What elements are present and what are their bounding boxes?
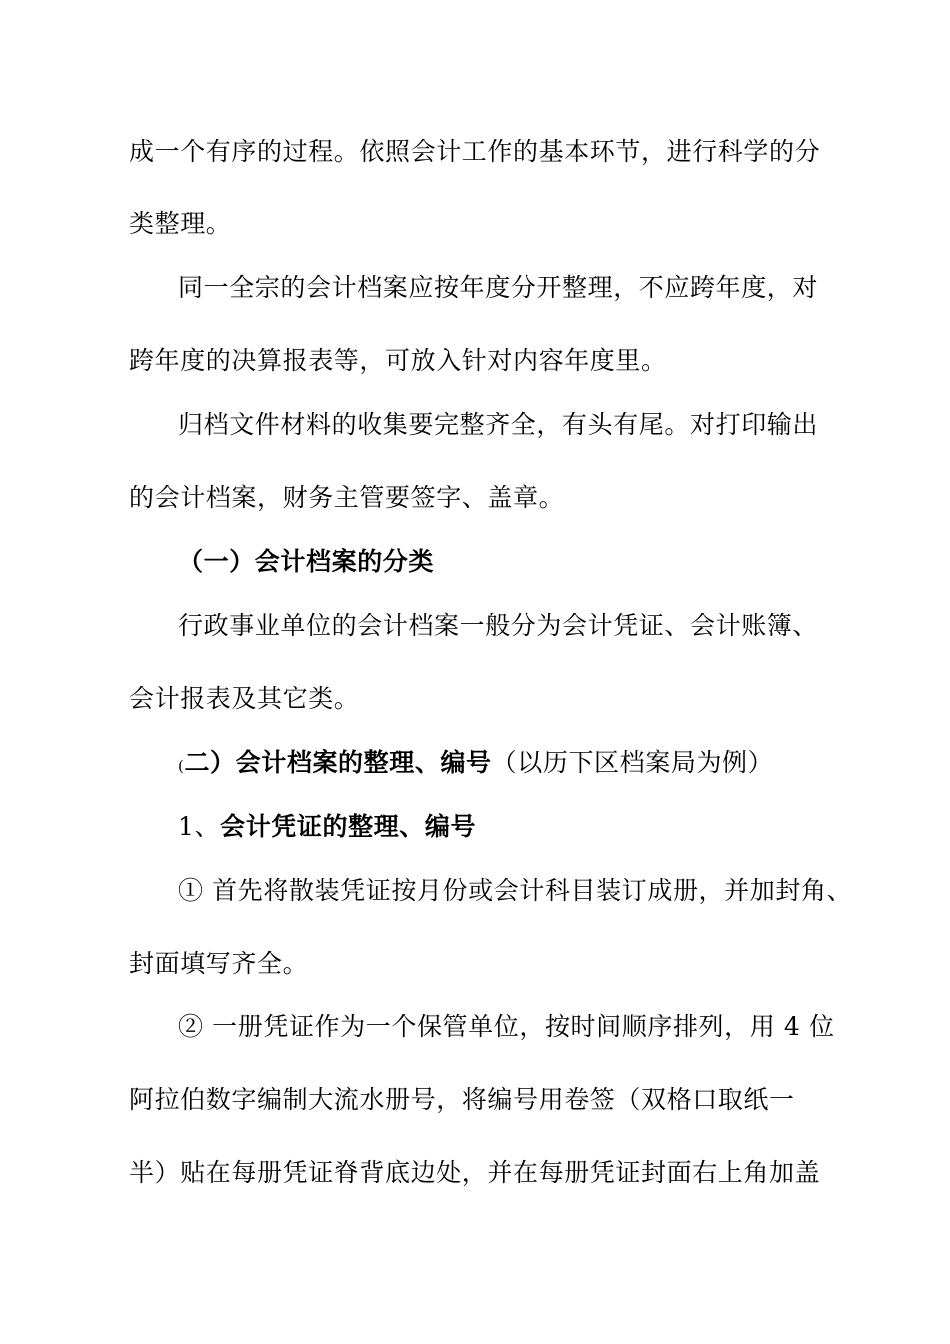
paragraph-line: 成一个有序的过程。依照会计工作的基本环节，进行科学的分: [129, 137, 821, 166]
paragraph-line: 的会计档案，财务主管要签字、盖章。: [129, 483, 565, 512]
paragraph-line: 半）贴在每册凭证脊背底边处，并在每册凭证封面右上角加盖: [129, 1158, 821, 1187]
paragraph-line: 封面填写齐全。: [129, 949, 309, 978]
paragraph-line: 类整理。: [129, 209, 232, 238]
section-heading-2: [178, 748, 773, 781]
paragraph-line: 归档文件材料的收集要完整齐全，有头有尾。对打印输出: [178, 410, 819, 439]
subsection-number: 1、: [178, 812, 221, 841]
paragraph-line: 同一全宗的会计档案应按年度分开整理，不应跨年度，对: [178, 273, 819, 302]
subsection-title: 会计凭证的整理、编号: [220, 812, 477, 841]
paragraph-line: 会计报表及其它类。: [129, 684, 360, 713]
section-heading-1: （一）会计档案的分类: [178, 547, 435, 576]
paragraph-line: 跨年度的决算报表等，可放入针对内容年度里。: [129, 346, 667, 375]
subsection-heading: [178, 812, 476, 842]
heading-open-paren: (: [178, 757, 185, 775]
paragraph-line: ② 一册凭证作为一个保管单位，按时间顺序排列，用 4 位: [178, 1012, 835, 1041]
paragraph-line: ① 首先将散装凭证按月份或会计科目装订成册，并加封角、: [178, 876, 853, 905]
heading-note: （以历下区档案局为例）: [491, 748, 774, 777]
heading-bold-text: 二）会计档案的整理、编号: [184, 748, 492, 777]
paragraph-line: 阿拉伯数字编制大流水册号，将编号用卷签（双格口取纸一: [129, 1085, 795, 1114]
paragraph-line: 行政事业单位的会计档案一般分为会计凭证、会计账簿、: [178, 611, 819, 640]
